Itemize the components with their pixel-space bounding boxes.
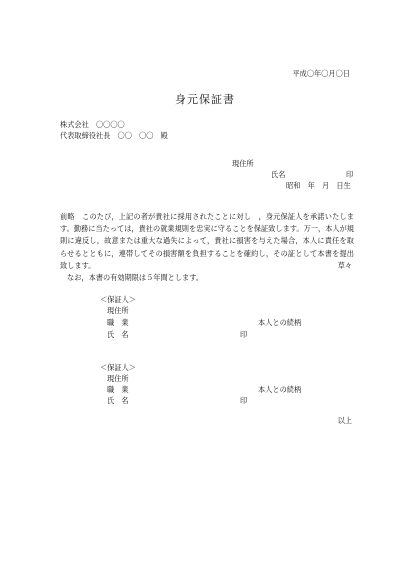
guarantor-2-name-label: 氏 名 xyxy=(107,396,129,405)
recipient-name: 代表取締役社長 〇〇 〇〇 殿 xyxy=(60,131,168,140)
body-paragraph-1: 前略 このたび，上記の者が貴社に採用されたことに対し ，身元保証人を承諾いたします。勤務に当たっては，貴社の就業規則を忠実に守ることを保証致します。万一，本人が規則に違反し，故意または重大な過失によって，貴社に損害を与えた場合，本人に責任を取らせるとともに，連帯してその損害額を負担することを確約し，その証として本書を提出致します。 xyxy=(60,212,354,270)
body-paragraph-2: なお，本書の有効期限は５年間とします。 xyxy=(67,273,203,283)
guarantor-1-name-label: 氏 名 xyxy=(107,330,129,339)
document-title: 身元保証書 xyxy=(175,93,235,106)
closing-remark: 草々 xyxy=(337,261,352,270)
guarantor-1-occupation-label: 職 業 xyxy=(107,318,129,327)
guarantor-1-seal-mark: 印 xyxy=(240,330,248,339)
guarantee-body xyxy=(60,211,354,284)
guarantor-1-address-label: 現住所 xyxy=(107,306,129,315)
document-date: 平成〇年〇月〇日 xyxy=(292,69,350,78)
employee-address-label: 現住所 xyxy=(232,159,254,168)
guarantor-2-header: ＜保証人＞ xyxy=(100,363,136,372)
employee-seal-mark: 印 xyxy=(346,170,354,179)
employee-name-label: 氏名 xyxy=(271,170,286,179)
company-name: 株式会社 〇〇〇〇 xyxy=(60,120,125,129)
guarantor-2-relation-label: 本人との続柄 xyxy=(258,385,302,394)
ending-remark: 以上 xyxy=(337,416,352,425)
guarantor-1-relation-label: 本人との続柄 xyxy=(258,318,302,327)
guarantor-2-address-label: 現住所 xyxy=(107,374,129,383)
guarantor-2-occupation-label: 職 業 xyxy=(107,385,129,394)
guarantor-2-seal-mark: 印 xyxy=(240,396,248,405)
employee-birth-label: 昭和 年 月 日生 xyxy=(286,181,351,190)
guarantor-1-header: ＜保証人＞ xyxy=(100,295,136,304)
